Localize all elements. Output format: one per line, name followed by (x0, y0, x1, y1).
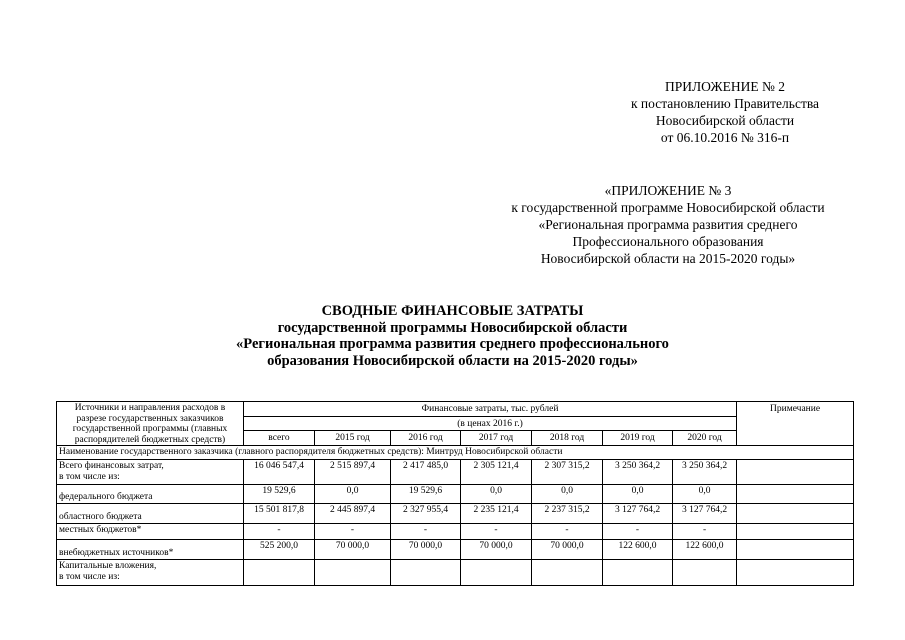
appendix-2-line: Новосибирской области (655, 113, 795, 128)
value-cell: 2 237 315,2 (532, 504, 603, 524)
document-title (150, 303, 755, 369)
appendix-2-line: от 06.10.2016 № 316-п (660, 130, 790, 145)
value-cell: 3 250 364,2 (673, 460, 737, 485)
appendix-3-line: Новосибирской области на 2015-2020 годы» (540, 251, 796, 266)
value-cell: 3 127 764,2 (673, 504, 737, 524)
value-cell: 525 200,0 (244, 540, 315, 560)
value-cell: 2 307 315,2 (532, 460, 603, 485)
financial-costs-table (56, 401, 854, 586)
title-line: «Региональная программа развития среднего профессионального (236, 336, 669, 352)
value-cell: 70 000,0 (532, 540, 603, 560)
note-cell (737, 485, 854, 504)
column-header: 2018 год (532, 431, 603, 446)
prices-header-cell: (в ценах 2016 г.) (244, 416, 737, 431)
value-cell (315, 560, 391, 586)
table-row (57, 504, 854, 524)
column-header: 2015 год (315, 431, 391, 446)
row-label: внебюджетных источников* (57, 540, 244, 560)
note-cell (737, 460, 854, 485)
value-cell: 19 529,6 (244, 485, 315, 504)
row-label: областного бюджета (57, 504, 244, 524)
source-header-cell: Источники и направления расходов в разрезе государственных заказчиков государственной программы (главных распорядителей бюджетных средств) (57, 402, 244, 446)
appendix-3-line: Профессионального образования (572, 234, 764, 249)
column-header: 2019 год (603, 431, 673, 446)
value-cell: 2 417 485,0 (391, 460, 461, 485)
value-cell: 0,0 (461, 485, 532, 504)
value-cell: - (461, 524, 532, 540)
value-cell: 3 250 364,2 (603, 460, 673, 485)
note-cell (737, 524, 854, 540)
note-cell (737, 504, 854, 524)
value-cell (603, 560, 673, 586)
value-cell: 2 305 121,4 (461, 460, 532, 485)
value-cell: 122 600,0 (673, 540, 737, 560)
column-header: 2020 год (673, 431, 737, 446)
appendix-3-line: «Региональная программа развития среднего (538, 217, 798, 232)
row-label: Всего финансовых затрат, в том числе из: (57, 460, 244, 485)
customer-row: Наименование государственного заказчика (главного распорядителя бюджетных средств): Минтруд Новосибирской области (57, 446, 854, 460)
appendix-3-line: к государственной программе Новосибирской области (511, 200, 825, 215)
table-row (57, 540, 854, 560)
appendix-3-header (488, 182, 848, 267)
value-cell (532, 560, 603, 586)
value-cell (391, 560, 461, 586)
value-cell: - (603, 524, 673, 540)
value-cell: 16 046 547,4 (244, 460, 315, 485)
value-cell (461, 560, 532, 586)
note-cell (737, 560, 854, 586)
table-row (57, 560, 854, 586)
title-line: государственной программы Новосибирской области (277, 319, 628, 336)
table-row (57, 460, 854, 485)
appendix-2-line: к постановлению Правительства (630, 96, 820, 111)
value-cell: 19 529,6 (391, 485, 461, 504)
value-cell: 2 445 897,4 (315, 504, 391, 524)
note-cell (737, 540, 854, 560)
column-header: 2016 год (391, 431, 461, 446)
row-label: Капитальные вложения, в том числе из: (57, 560, 244, 586)
table-row (57, 524, 854, 540)
value-cell: 0,0 (532, 485, 603, 504)
column-header: всего (244, 431, 315, 446)
value-cell: 70 000,0 (315, 540, 391, 560)
value-cell: - (532, 524, 603, 540)
value-cell: 70 000,0 (391, 540, 461, 560)
value-cell: 122 600,0 (603, 540, 673, 560)
value-cell: 2 327 955,4 (391, 504, 461, 524)
value-cell: 2 515 897,4 (315, 460, 391, 485)
value-cell (244, 560, 315, 586)
note-header-cell: Примечание (737, 402, 854, 446)
table-row (57, 485, 854, 504)
row-label: местных бюджетов* (57, 524, 244, 540)
title-line: образования Новосибирской области на 2015-2020 годы» (267, 352, 638, 369)
value-cell: - (315, 524, 391, 540)
value-cell (673, 560, 737, 586)
appendix-2-line: ПРИЛОЖЕНИЕ № 2 (664, 79, 786, 94)
value-cell: 3 127 764,2 (603, 504, 673, 524)
fin-header-cell: Финансовые затраты, тыс. рублей (244, 402, 737, 417)
appendix-2-header (600, 78, 850, 146)
row-label: федерального бюджета (57, 485, 244, 504)
value-cell: 0,0 (673, 485, 737, 504)
value-cell: 15 501 817,8 (244, 504, 315, 524)
value-cell: - (391, 524, 461, 540)
value-cell: 70 000,0 (461, 540, 532, 560)
value-cell: - (673, 524, 737, 540)
value-cell: - (244, 524, 315, 540)
column-header: 2017 год (461, 431, 532, 446)
value-cell: 0,0 (315, 485, 391, 504)
value-cell: 2 235 121,4 (461, 504, 532, 524)
value-cell: 0,0 (603, 485, 673, 504)
appendix-3-line: «ПРИЛОЖЕНИЕ № 3 (604, 183, 732, 198)
title-line: СВОДНЫЕ ФИНАНСОВЫЕ ЗАТРАТЫ (321, 303, 584, 319)
